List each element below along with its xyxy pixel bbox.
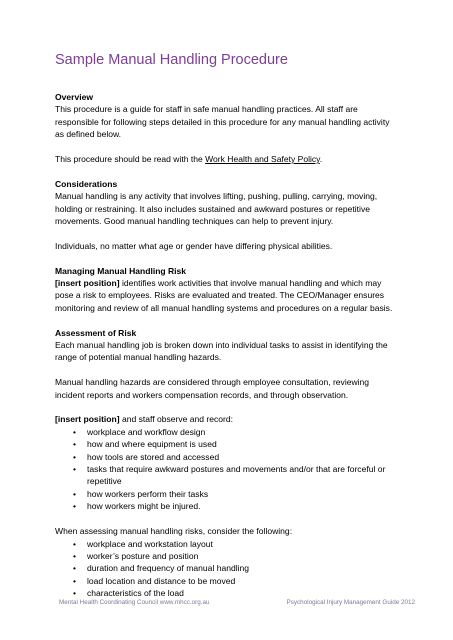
- managing-risk-heading: Managing Manual Handling Risk: [55, 265, 187, 276]
- list-item: • tasks that require awkward postures and movements and/or that are forceful or repetitive: [87, 463, 400, 488]
- managing-risk-text: identifies work activities that involve manual handling and which may pose a risk to employees. Risks are evaluated and treated. The CEO/Manager ensures monitoring and review of all manual handling systems and procedures on a regular basis.: [55, 278, 393, 313]
- list-item: • how workers might be injured.: [87, 500, 400, 512]
- abilities-paragraph: Individuals, no matter what age or gender have differing physical abilities.: [55, 240, 333, 251]
- overview-policy-paragraph: [55, 153, 400, 165]
- observe-list: [55, 426, 400, 513]
- document-body: [55, 91, 400, 600]
- insert-position-placeholder: [insert position]: [55, 414, 120, 425]
- insert-position-placeholder: [insert position]: [55, 278, 120, 289]
- list-item: • workplace and workstation layout: [87, 538, 400, 550]
- consider-paragraph: When assessing manual handling risks, consider the following:: [55, 526, 293, 537]
- hazards-paragraph: Manual handling hazards are considered through employee consultation, reviewing incident reports and workers compensation records, and through observation.: [55, 377, 370, 400]
- considerations-paragraph: Manual handling is any activity that involves lifting, pushing, pulling, carrying, moving, holding or restraining. It also includes sustained and awkward postures or repetitive movements. Good manual handling techniques can help to prevent injury.: [55, 191, 378, 227]
- overview-paragraph: This procedure is a guide for staff in safe manual handling practices. All staff are responsible for following steps detailed in this procedure for any manual handling activity as defined below.: [55, 104, 390, 140]
- page-title: Sample Manual Handling Procedure: [55, 52, 288, 68]
- footer-right: Psychological Injury Management Guide 2012: [286, 599, 415, 606]
- list-item: • worker’s posture and position: [87, 550, 400, 562]
- consider-list: [55, 538, 400, 600]
- list-item: • how workers perform their tasks: [87, 488, 400, 500]
- overview-heading: Overview: [55, 92, 94, 102]
- observe-text: and staff observe and record:: [119, 414, 233, 425]
- list-item: • how tools are stored and accessed: [87, 451, 400, 463]
- whs-policy-link[interactable]: Work Health and Safety Policy: [205, 154, 320, 165]
- observe-paragraph: [55, 413, 400, 425]
- page-footer: [59, 599, 415, 606]
- list-item: • duration and frequency of manual handling: [87, 562, 400, 574]
- assessment-paragraph: Each manual handling job is broken down into individual tasks to assist in identifying the range of potential manual handling hazards.: [55, 340, 388, 363]
- list-item: • workplace and workflow design: [87, 426, 400, 438]
- footer-left: Mental Health Coordinating Council www.mhcc.org.au: [59, 599, 210, 606]
- managing-risk-paragraph: [55, 277, 400, 314]
- list-item: • how and where equipment is used: [87, 438, 400, 450]
- policy-text-after: .: [319, 154, 323, 165]
- assessment-heading: Assessment of Risk: [55, 327, 137, 338]
- list-item: • characteristics of the load: [87, 587, 400, 599]
- policy-text-before: This procedure should be read with the: [55, 154, 206, 165]
- considerations-heading: Considerations: [55, 178, 118, 189]
- list-item: • load location and distance to be moved: [87, 575, 400, 587]
